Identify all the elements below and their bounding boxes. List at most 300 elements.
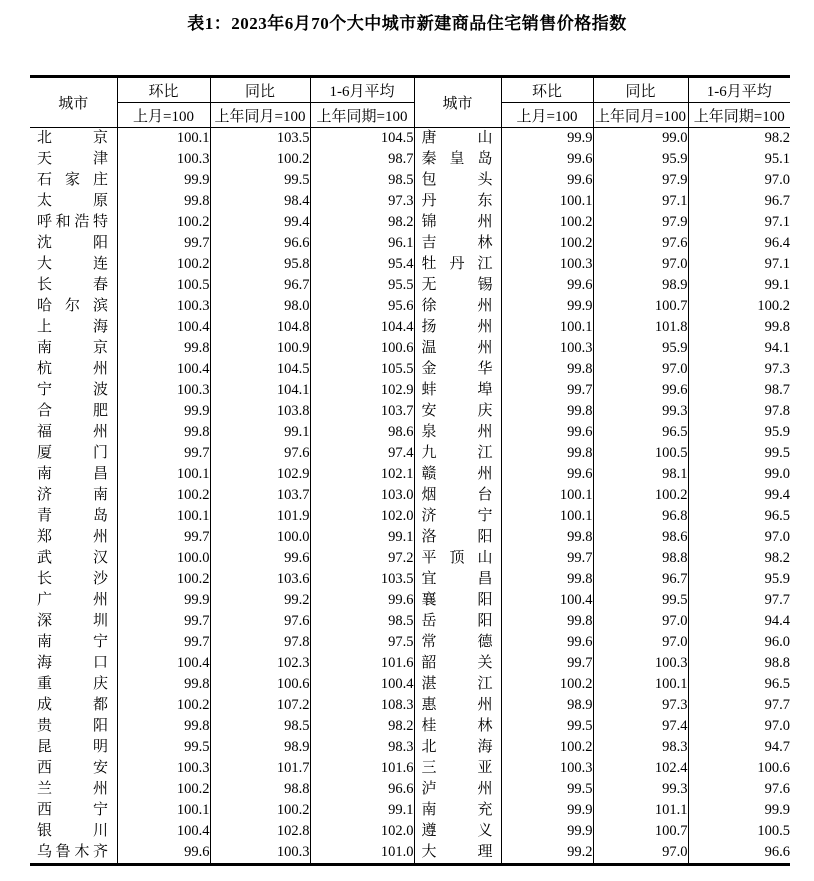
avg-value-cell: 95.9 [688, 422, 790, 443]
avg-value-cell: 103.5 [310, 569, 414, 590]
mom-value-cell: 100.1 [501, 485, 593, 506]
yoy-value-cell: 98.9 [210, 737, 310, 758]
yoy-value-cell: 101.7 [210, 758, 310, 779]
yoy-value-cell: 99.6 [210, 548, 310, 569]
avg-value-cell: 99.5 [688, 443, 790, 464]
yoy-value-cell: 100.3 [210, 842, 310, 865]
table-row [30, 590, 790, 611]
city-cell: 温 州 [414, 338, 501, 359]
city-cell: 大 理 [414, 842, 501, 865]
yoy-value-cell: 95.8 [210, 254, 310, 275]
avg-value-cell: 97.8 [688, 401, 790, 422]
yoy-value-cell: 100.5 [593, 443, 688, 464]
mom-value-cell: 100.5 [117, 275, 210, 296]
avg-value-cell: 99.6 [310, 590, 414, 611]
yoy-value-cell: 100.2 [210, 149, 310, 170]
yoy-value-cell: 96.7 [593, 569, 688, 590]
city-cell: 长 沙 [30, 569, 117, 590]
avg-value-cell: 94.7 [688, 737, 790, 758]
city-cell: 厦 门 [30, 443, 117, 464]
header-row-1 [30, 77, 790, 103]
mom-value-cell: 99.7 [501, 548, 593, 569]
mom-value-cell: 99.6 [501, 632, 593, 653]
mom-value-cell: 100.4 [117, 821, 210, 842]
mom-value-cell: 100.4 [117, 653, 210, 674]
yoy-value-cell: 97.8 [210, 632, 310, 653]
mom-value-cell: 99.6 [501, 464, 593, 485]
mom-value-cell: 99.8 [501, 359, 593, 380]
mom-value-cell: 100.3 [501, 254, 593, 275]
header-row-2 [30, 103, 790, 128]
yoy-value-cell: 97.9 [593, 170, 688, 191]
avg-value-cell: 95.1 [688, 149, 790, 170]
mom-value-cell: 99.7 [117, 443, 210, 464]
avg-value-cell: 98.2 [310, 212, 414, 233]
city-cell: 天 津 [30, 149, 117, 170]
table-row [30, 191, 790, 212]
yoy-value-cell: 102.9 [210, 464, 310, 485]
table-body [30, 128, 790, 865]
mom-value-cell: 100.2 [501, 737, 593, 758]
avg-value-cell: 99.1 [310, 527, 414, 548]
table-row [30, 359, 790, 380]
yoy-value-cell: 100.2 [593, 485, 688, 506]
mom-value-cell: 99.8 [117, 422, 210, 443]
yoy-value-cell: 98.9 [593, 275, 688, 296]
city-cell: 福 州 [30, 422, 117, 443]
mom-value-cell: 100.3 [117, 296, 210, 317]
city-cell: 哈 尔 滨 [30, 296, 117, 317]
yoy-value-cell: 97.0 [593, 254, 688, 275]
mom-value-cell: 100.2 [117, 569, 210, 590]
yoy-value-cell: 99.1 [210, 422, 310, 443]
mom-value-cell: 100.4 [117, 359, 210, 380]
mom-value-cell: 100.2 [117, 695, 210, 716]
mom-value-cell: 100.1 [501, 317, 593, 338]
mom-value-cell: 99.9 [501, 128, 593, 150]
table-row [30, 674, 790, 695]
avg-value-cell: 105.5 [310, 359, 414, 380]
mom-value-cell: 100.2 [117, 485, 210, 506]
mom-value-cell: 99.5 [501, 716, 593, 737]
avg-value-cell: 99.1 [688, 275, 790, 296]
city-cell: 韶 关 [414, 653, 501, 674]
city-cell: 宜 昌 [414, 569, 501, 590]
mom-value-cell: 100.1 [117, 128, 210, 150]
city-cell: 大 连 [30, 254, 117, 275]
city-cell: 深 圳 [30, 611, 117, 632]
table-row [30, 506, 790, 527]
yoy-value-cell: 97.4 [593, 716, 688, 737]
yoy-value-cell: 100.7 [593, 296, 688, 317]
city-cell: 广 州 [30, 590, 117, 611]
header-city-left: 城市 [30, 77, 117, 128]
yoy-value-cell: 103.8 [210, 401, 310, 422]
mom-value-cell: 99.8 [117, 191, 210, 212]
yoy-value-cell: 97.0 [593, 842, 688, 865]
mom-value-cell: 99.9 [501, 800, 593, 821]
yoy-value-cell: 97.6 [593, 233, 688, 254]
mom-value-cell: 99.7 [117, 611, 210, 632]
yoy-value-cell: 99.3 [593, 779, 688, 800]
city-cell: 上 海 [30, 317, 117, 338]
mom-value-cell: 99.7 [501, 380, 593, 401]
yoy-value-cell: 101.8 [593, 317, 688, 338]
avg-value-cell: 95.9 [688, 569, 790, 590]
yoy-value-cell: 98.3 [593, 737, 688, 758]
avg-value-cell: 99.0 [688, 464, 790, 485]
yoy-value-cell: 100.1 [593, 674, 688, 695]
table-row [30, 758, 790, 779]
yoy-value-cell: 103.7 [210, 485, 310, 506]
mom-value-cell: 99.7 [501, 653, 593, 674]
avg-value-cell: 96.0 [688, 632, 790, 653]
table-row [30, 842, 790, 865]
mom-value-cell: 100.2 [117, 779, 210, 800]
city-cell: 济 南 [30, 485, 117, 506]
table-row [30, 401, 790, 422]
yoy-value-cell: 97.0 [593, 611, 688, 632]
avg-value-cell: 100.4 [310, 674, 414, 695]
avg-value-cell: 99.8 [688, 317, 790, 338]
city-cell: 长 春 [30, 275, 117, 296]
city-cell: 南 京 [30, 338, 117, 359]
table-row [30, 569, 790, 590]
table-header [30, 77, 790, 128]
city-cell: 安 庆 [414, 401, 501, 422]
city-cell: 济 宁 [414, 506, 501, 527]
header-avg-base-right: 上年同期=100 [688, 103, 790, 128]
yoy-value-cell: 99.2 [210, 590, 310, 611]
mom-value-cell: 99.5 [117, 737, 210, 758]
city-cell: 九 江 [414, 443, 501, 464]
mom-value-cell: 99.6 [501, 170, 593, 191]
avg-value-cell: 97.3 [688, 359, 790, 380]
page-title: 表1：2023年6月70个大中城市新建商品住宅销售价格指数 [187, 14, 627, 33]
city-cell: 南 宁 [30, 632, 117, 653]
avg-value-cell: 101.6 [310, 758, 414, 779]
city-cell: 南 充 [414, 800, 501, 821]
yoy-value-cell: 104.8 [210, 317, 310, 338]
yoy-value-cell: 103.6 [210, 569, 310, 590]
yoy-value-cell: 97.6 [210, 443, 310, 464]
avg-value-cell: 103.0 [310, 485, 414, 506]
mom-value-cell: 100.2 [117, 254, 210, 275]
yoy-value-cell: 104.5 [210, 359, 310, 380]
city-cell: 杭 州 [30, 359, 117, 380]
city-cell: 金 华 [414, 359, 501, 380]
header-avg-base-left: 上年同期=100 [310, 103, 414, 128]
avg-value-cell: 102.0 [310, 821, 414, 842]
mom-value-cell: 99.8 [501, 401, 593, 422]
city-cell: 丹 东 [414, 191, 501, 212]
table-row [30, 632, 790, 653]
avg-value-cell: 96.7 [688, 191, 790, 212]
avg-value-cell: 98.8 [688, 653, 790, 674]
mom-value-cell: 100.3 [117, 380, 210, 401]
avg-value-cell: 97.0 [688, 170, 790, 191]
avg-value-cell: 104.5 [310, 128, 414, 150]
table-row [30, 128, 790, 150]
mom-value-cell: 99.7 [117, 527, 210, 548]
table-row [30, 338, 790, 359]
yoy-value-cell: 99.5 [593, 590, 688, 611]
city-cell: 沈 阳 [30, 233, 117, 254]
mom-value-cell: 100.2 [501, 674, 593, 695]
avg-value-cell: 98.5 [310, 611, 414, 632]
yoy-value-cell: 107.2 [210, 695, 310, 716]
yoy-value-cell: 97.9 [593, 212, 688, 233]
mom-value-cell: 98.9 [501, 695, 593, 716]
avg-value-cell: 96.6 [310, 779, 414, 800]
avg-value-cell: 97.4 [310, 443, 414, 464]
avg-value-cell: 97.7 [688, 695, 790, 716]
city-cell: 北 海 [414, 737, 501, 758]
city-cell: 北 京 [30, 128, 117, 150]
yoy-value-cell: 100.9 [210, 338, 310, 359]
mom-value-cell: 99.6 [117, 842, 210, 865]
city-cell: 遵 义 [414, 821, 501, 842]
city-cell: 秦 皇 岛 [414, 149, 501, 170]
avg-value-cell: 98.2 [310, 716, 414, 737]
mom-value-cell: 100.2 [501, 233, 593, 254]
city-cell: 郑 州 [30, 527, 117, 548]
mom-value-cell: 100.3 [501, 338, 593, 359]
header-avg-right: 1-6月平均 [688, 77, 790, 103]
avg-value-cell: 97.1 [688, 254, 790, 275]
mom-value-cell: 100.4 [501, 590, 593, 611]
mom-value-cell: 99.8 [117, 338, 210, 359]
avg-value-cell: 97.1 [688, 212, 790, 233]
yoy-value-cell: 98.6 [593, 527, 688, 548]
city-cell: 吉 林 [414, 233, 501, 254]
price-index-table [30, 75, 790, 866]
avg-value-cell: 97.2 [310, 548, 414, 569]
mom-value-cell: 99.7 [117, 233, 210, 254]
table-row [30, 317, 790, 338]
yoy-value-cell: 98.8 [593, 548, 688, 569]
table-row [30, 821, 790, 842]
mom-value-cell: 100.2 [501, 212, 593, 233]
yoy-value-cell: 99.0 [593, 128, 688, 150]
avg-value-cell: 97.0 [688, 527, 790, 548]
city-cell: 昆 明 [30, 737, 117, 758]
avg-value-cell: 95.4 [310, 254, 414, 275]
mom-value-cell: 100.2 [117, 212, 210, 233]
city-cell: 成 都 [30, 695, 117, 716]
yoy-value-cell: 97.3 [593, 695, 688, 716]
mom-value-cell: 100.4 [117, 317, 210, 338]
header-mom-left: 环比 [117, 77, 210, 103]
city-cell: 赣 州 [414, 464, 501, 485]
yoy-value-cell: 98.5 [210, 716, 310, 737]
mom-value-cell: 99.8 [117, 674, 210, 695]
avg-value-cell: 108.3 [310, 695, 414, 716]
yoy-value-cell: 100.6 [210, 674, 310, 695]
header-yoy-right: 同比 [593, 77, 688, 103]
mom-value-cell: 100.0 [117, 548, 210, 569]
header-mom-base-right: 上月=100 [501, 103, 593, 128]
table-row [30, 779, 790, 800]
yoy-value-cell: 99.4 [210, 212, 310, 233]
yoy-value-cell: 95.9 [593, 338, 688, 359]
table-row [30, 212, 790, 233]
city-cell: 湛 江 [414, 674, 501, 695]
avg-value-cell: 99.9 [688, 800, 790, 821]
city-cell: 银 川 [30, 821, 117, 842]
city-cell: 牡 丹 江 [414, 254, 501, 275]
avg-value-cell: 98.6 [310, 422, 414, 443]
city-cell: 襄 阳 [414, 590, 501, 611]
avg-value-cell: 95.6 [310, 296, 414, 317]
table-row [30, 527, 790, 548]
yoy-value-cell: 98.8 [210, 779, 310, 800]
yoy-value-cell: 100.7 [593, 821, 688, 842]
mom-value-cell: 100.1 [117, 506, 210, 527]
avg-value-cell: 102.1 [310, 464, 414, 485]
avg-value-cell: 98.3 [310, 737, 414, 758]
table-row [30, 800, 790, 821]
avg-value-cell: 104.4 [310, 317, 414, 338]
table-row [30, 653, 790, 674]
yoy-value-cell: 98.0 [210, 296, 310, 317]
yoy-value-cell: 101.9 [210, 506, 310, 527]
table-row [30, 695, 790, 716]
table-row [30, 296, 790, 317]
yoy-value-cell: 97.1 [593, 191, 688, 212]
yoy-value-cell: 97.6 [210, 611, 310, 632]
city-cell: 包 头 [414, 170, 501, 191]
avg-value-cell: 100.5 [688, 821, 790, 842]
mom-value-cell: 100.1 [117, 800, 210, 821]
city-cell: 乌 鲁 木 齐 [30, 842, 117, 865]
city-cell: 青 岛 [30, 506, 117, 527]
yoy-value-cell: 97.0 [593, 359, 688, 380]
city-cell: 泉 州 [414, 422, 501, 443]
yoy-value-cell: 99.3 [593, 401, 688, 422]
city-cell: 唐 山 [414, 128, 501, 150]
mom-value-cell: 99.8 [501, 569, 593, 590]
table-row [30, 170, 790, 191]
city-cell: 常 德 [414, 632, 501, 653]
mom-value-cell: 99.5 [501, 779, 593, 800]
avg-value-cell: 103.7 [310, 401, 414, 422]
avg-value-cell: 98.7 [688, 380, 790, 401]
mom-value-cell: 99.9 [117, 401, 210, 422]
avg-value-cell: 98.2 [688, 128, 790, 150]
city-cell: 烟 台 [414, 485, 501, 506]
city-cell: 太 原 [30, 191, 117, 212]
avg-value-cell: 101.6 [310, 653, 414, 674]
mom-value-cell: 99.8 [501, 527, 593, 548]
mom-value-cell: 99.6 [501, 149, 593, 170]
mom-value-cell: 99.8 [501, 611, 593, 632]
table-row [30, 254, 790, 275]
avg-value-cell: 95.5 [310, 275, 414, 296]
city-cell: 无 锡 [414, 275, 501, 296]
header-mom-base-left: 上月=100 [117, 103, 210, 128]
table-row [30, 422, 790, 443]
city-cell: 兰 州 [30, 779, 117, 800]
city-cell: 惠 州 [414, 695, 501, 716]
mom-value-cell: 99.8 [501, 443, 593, 464]
header-mom-right: 环比 [501, 77, 593, 103]
header-city-right: 城市 [414, 77, 501, 128]
city-cell: 呼 和 浩 特 [30, 212, 117, 233]
avg-value-cell: 99.4 [688, 485, 790, 506]
mom-value-cell: 99.2 [501, 842, 593, 865]
mom-value-cell: 99.8 [117, 716, 210, 737]
avg-value-cell: 96.4 [688, 233, 790, 254]
city-cell: 石 家 庄 [30, 170, 117, 191]
city-cell: 海 口 [30, 653, 117, 674]
avg-value-cell: 98.7 [310, 149, 414, 170]
table-row [30, 275, 790, 296]
yoy-value-cell: 97.0 [593, 632, 688, 653]
mom-value-cell: 99.9 [501, 821, 593, 842]
city-cell: 重 庆 [30, 674, 117, 695]
city-cell: 南 昌 [30, 464, 117, 485]
yoy-value-cell: 100.3 [593, 653, 688, 674]
mom-value-cell: 99.6 [501, 275, 593, 296]
yoy-value-cell: 100.2 [210, 800, 310, 821]
avg-value-cell: 100.6 [688, 758, 790, 779]
avg-value-cell: 97.3 [310, 191, 414, 212]
mom-value-cell: 100.1 [117, 464, 210, 485]
avg-value-cell: 99.1 [310, 800, 414, 821]
city-cell: 宁 波 [30, 380, 117, 401]
table-row [30, 380, 790, 401]
avg-value-cell: 98.2 [688, 548, 790, 569]
yoy-value-cell: 98.4 [210, 191, 310, 212]
yoy-value-cell: 102.4 [593, 758, 688, 779]
avg-value-cell: 102.0 [310, 506, 414, 527]
yoy-value-cell: 98.1 [593, 464, 688, 485]
avg-value-cell: 102.9 [310, 380, 414, 401]
city-cell: 武 汉 [30, 548, 117, 569]
yoy-value-cell: 102.3 [210, 653, 310, 674]
header-avg-left: 1-6月平均 [310, 77, 414, 103]
city-cell: 西 安 [30, 758, 117, 779]
avg-value-cell: 100.2 [688, 296, 790, 317]
yoy-value-cell: 96.8 [593, 506, 688, 527]
city-cell: 西 宁 [30, 800, 117, 821]
avg-value-cell: 96.6 [688, 842, 790, 865]
city-cell: 桂 林 [414, 716, 501, 737]
mom-value-cell: 100.3 [117, 758, 210, 779]
city-cell: 泸 州 [414, 779, 501, 800]
avg-value-cell: 100.6 [310, 338, 414, 359]
avg-value-cell: 96.1 [310, 233, 414, 254]
yoy-value-cell: 104.1 [210, 380, 310, 401]
avg-value-cell: 97.0 [688, 716, 790, 737]
yoy-value-cell: 99.5 [210, 170, 310, 191]
avg-value-cell: 98.5 [310, 170, 414, 191]
city-cell: 锦 州 [414, 212, 501, 233]
city-cell: 合 肥 [30, 401, 117, 422]
table-row [30, 443, 790, 464]
city-cell: 洛 阳 [414, 527, 501, 548]
avg-value-cell: 97.5 [310, 632, 414, 653]
mom-value-cell: 99.6 [501, 422, 593, 443]
yoy-value-cell: 96.6 [210, 233, 310, 254]
city-cell: 三 亚 [414, 758, 501, 779]
mom-value-cell: 100.1 [501, 506, 593, 527]
avg-value-cell: 97.7 [688, 590, 790, 611]
table-row [30, 149, 790, 170]
yoy-value-cell: 96.5 [593, 422, 688, 443]
yoy-value-cell: 99.6 [593, 380, 688, 401]
